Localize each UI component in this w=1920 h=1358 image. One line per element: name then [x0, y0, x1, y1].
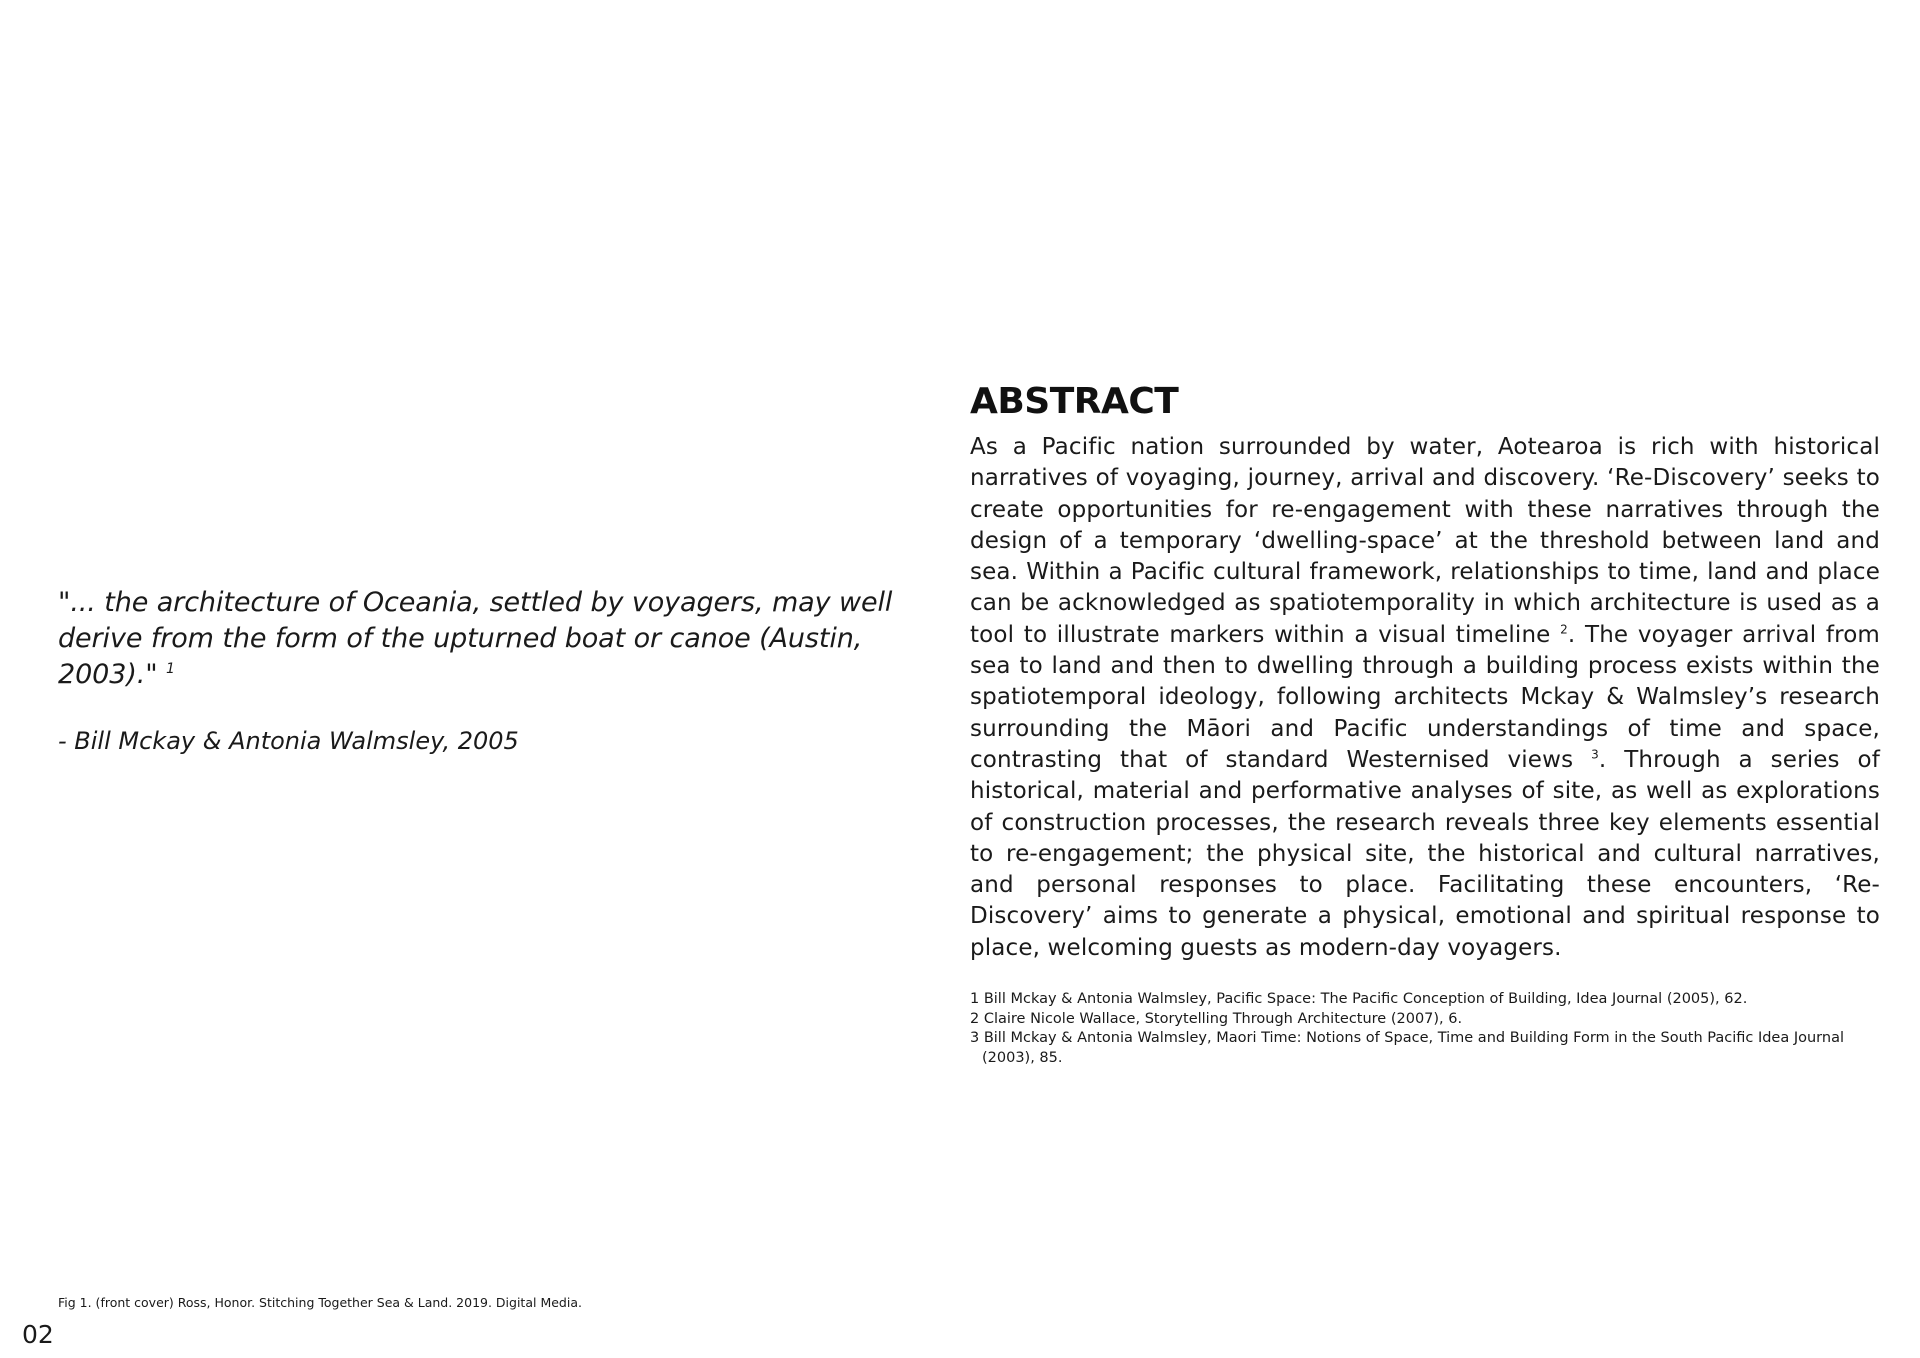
epigraph-attribution: - Bill Mckay & Antonia Walmsley, 2005: [58, 727, 519, 755]
abstract-body-part1: As a Pacific nation surrounded by water, Aotearoa is rich with historical narratives of voyaging, journey, arrival and discovery. ‘Re-Discovery’ seeks to create opportunities for re-engagement with these narratives through the design of a temporary ‘dwelling-space’ at the threshold between land and sea. Within a Pacific cultural framework, relationships to time, land and place can be acknowledged as spatiotemporality in which architecture is used as a tool to illustrate markers within a visual timeline: [970, 434, 1880, 648]
abstract-footnote-ref-2: 2: [1560, 622, 1568, 637]
footnote-3: 3 Bill Mckay & Antonia Walmsley, Maori Time: Notions of Space, Time and Building Form in the South Pacific Idea Journal (2003), 85.: [970, 1030, 1844, 1066]
epigraph-footnote-ref: 1: [166, 661, 175, 677]
footnotes: [970, 990, 1880, 1068]
abstract-heading: ABSTRACT: [970, 381, 1179, 422]
epigraph: [58, 585, 958, 757]
epigraph-quote: [58, 585, 958, 693]
abstract-footnote-ref-3: 3: [1591, 747, 1599, 762]
abstract-body: [970, 432, 1880, 964]
footnote-1: 1 Bill Mckay & Antonia Walmsley, Pacific Space: The Pacific Conception of Building, Idea Journal (2005), 62.: [970, 991, 1748, 1008]
footnote-2: 2 Claire Nicole Wallace, Storytelling Through Architecture (2007), 6.: [970, 1010, 1463, 1027]
abstract-section: [970, 380, 1880, 1068]
epigraph-quote-text: "... the architecture of Oceania, settled by voyagers, may well derive from the form of the upturned boat or canoe (Austin, 2003).": [58, 587, 893, 690]
figure-caption: Fig 1. (front cover) Ross, Honor. Stitching Together Sea & Land. 2019. Digital Media.: [58, 1295, 582, 1310]
abstract-body-part3: . Through a series of historical, material and performative analyses of site, as well as explorations of construction processes, the research reveals three key elements essential to re-engagement; the physical site, the historical and cultural narratives, and personal responses to place. Facilitating these encounters, ‘Re-Discovery’ aims to generate a physical, emotional and spiritual response to place, welcoming guests as modern-day voyagers.: [970, 746, 1880, 961]
abstract-body-part2: . The voyager arrival from sea to land and then to dwelling through a building process exists within the spatiotemporal ideology, following architects Mckay & Walmsley’s research surrounding the Māori and Pacific understandings of time and space, contrasting that of standard Westernised views: [970, 621, 1880, 773]
page-number: 02: [22, 1320, 54, 1349]
